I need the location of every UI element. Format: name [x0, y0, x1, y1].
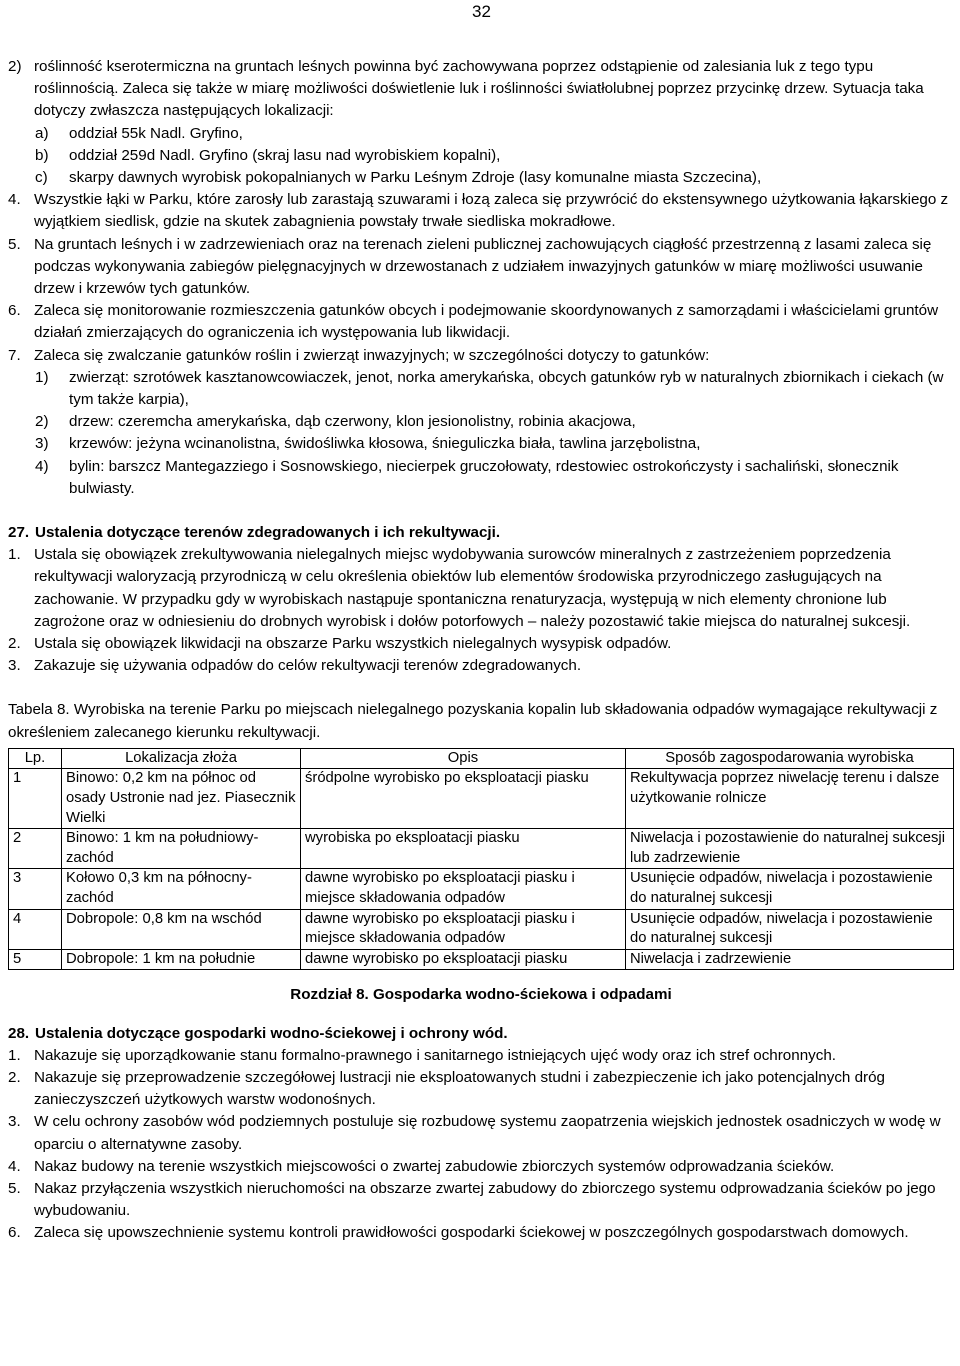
cell-sposob: Usunięcie odpadów, niwelacja i pozostawienie do naturalnej sukcesji [626, 909, 954, 949]
cell-lp: 1 [9, 769, 62, 829]
page-number: 32 [472, 2, 491, 21]
list-number: 4. [8, 1157, 21, 1175]
section-number: 28. [8, 1024, 30, 1042]
location-letter: a) [35, 124, 49, 142]
chapter-title: Rozdział 8. Gospodarka wodno-ściekowa i odpadami [290, 986, 672, 1004]
cell-lp: 4 [9, 909, 62, 949]
list-text: Zaleca się upowszechnienie systemu kontroli prawidłowości gospodarki ściekowej w poszczególnych gospodarstwach domowych. [34, 1224, 909, 1242]
list-text: Nakaz budowy na terenie wszystkich miejscowości o zwartej zabudowie zbiorczych systemów odprowadzania ścieków. [34, 1157, 835, 1175]
list-item [8, 345, 954, 367]
invasive-item [8, 433, 954, 455]
section-title: Ustalenia dotyczące gospodarki wodno-ściekowej i ochrony wód. [35, 1024, 508, 1042]
list-item [8, 633, 954, 655]
list-text: Nakazuje się przeprowadzenie szczegółowej lustracji nie eksploatowanych studni i zabezpieczenie ich jako potencjalnych dróg zanieczyszczeń użytkowych warstw wodonośnych. [34, 1069, 885, 1109]
invasive-number: 3) [35, 435, 49, 453]
section-number: 27. [8, 524, 30, 542]
list-text: Zaleca się monitorowanie rozmieszczenia gatunków obcych i podejmowanie skoordynowanych z samorządami i właścicielami gruntów działań zmierzających do ograniczenia ich występowania lub likwidacji. [34, 302, 939, 342]
list-text: roślinność kserotermiczna na gruntach leśnych powinna być zachowywana poprzez odstąpienie od zalesiania luk z tego typu roślinnością. Zaleca się także w miarę możliwości doświetlenie luk i roślinności światłolubnej poprzez przycinkę drzew. Sytuacja taka dotyczy zwłaszcza następujących lokalizacji: [34, 58, 924, 120]
cell-sposob: Rekultywacja poprzez niwelację terenu i dalsze użytkowanie rolnicze [626, 769, 954, 829]
table-row [9, 829, 954, 869]
list-item [8, 1111, 954, 1155]
cell-opis: dawne wyrobisko po eksploatacji piasku i miejsce składowania odpadów [301, 909, 626, 949]
invasive-number: 1) [35, 368, 49, 386]
section-title: Ustalenia dotyczące terenów zdegradowanych i ich rekultywacji. [35, 524, 501, 542]
cell-lokalizacja: Kołowo 0,3 km na północny-zachód [62, 869, 301, 909]
list-number: 3. [8, 657, 21, 675]
list-item [8, 1156, 954, 1178]
list-item [8, 1178, 954, 1222]
list-number: 1. [8, 546, 21, 564]
cell-opis: wyrobiska po eksploatacji piasku [301, 829, 626, 869]
list-item [8, 544, 954, 633]
list-item [8, 1067, 954, 1111]
location-item [8, 167, 954, 189]
table-row [9, 909, 954, 949]
invasive-text: bylin: barszcz Mantegazziego i Sosnowskiego, niecierpek gruczołowaty, rdestowiec ostrokończysty i sachaliński, słonecznik bulwiasty. [69, 457, 899, 497]
document-body [8, 56, 954, 1245]
table-row [9, 869, 954, 909]
table-8 [8, 748, 954, 971]
location-item [8, 123, 954, 145]
location-text: oddział 259d Nadl. Gryfino (skraj lasu nad wyrobiskiem kopalni), [69, 146, 501, 164]
list-item [8, 1045, 954, 1067]
list-item [8, 300, 954, 344]
list-number: 6. [8, 1224, 21, 1242]
list-item [8, 234, 954, 301]
cell-sposob: Niwelacja i pozostawienie do naturalnej sukcesji lub zadrzewienie [626, 829, 954, 869]
list-number: 2) [8, 58, 22, 75]
list-text: Na gruntach leśnych i w zadrzewieniach oraz na terenach zieleni publicznej zachowujących ciągłość przestrzenną z lasami zaleca się podczas wykonywania zabiegów pielęgnacyjnych w drzewostanach z udziałem inwazyjnych gatunków w miarę możliwości usuwanie drzew i krzewów tych gatunków. [34, 235, 932, 298]
location-text: oddział 55k Nadl. Gryfino, [69, 124, 243, 142]
invasive-item [8, 456, 954, 500]
list-number: 2. [8, 1069, 21, 1087]
section-27-heading [8, 522, 954, 544]
invasive-item [8, 367, 954, 411]
cell-lokalizacja: Dobropole: 1 km na południe [62, 949, 301, 970]
list-text: Zaleca się zwalczanie gatunków roślin i zwierząt inwazyjnych; w szczególności dotyczy to gatunków: [34, 346, 710, 364]
cell-lp: 5 [9, 949, 62, 970]
invasive-item [8, 411, 954, 433]
list-number: 7. [8, 346, 21, 364]
cell-sposob: Usunięcie odpadów, niwelacja i pozostawienie do naturalnej sukcesji [626, 869, 954, 909]
invasive-text: zwierząt: szrotówek kasztanowcowiaczek, jenot, norka amerykańska, obcych gatunków ryb w naturalnych zbiornikach i ciekach (w tym także karpia), [69, 368, 944, 409]
list-item [8, 655, 954, 677]
list-text: Nakazuje się uporządkowanie stanu formalno-prawnego i sanitarnego istniejących ujęć wody oraz ich stref ochronnych. [34, 1046, 836, 1064]
list-text: Ustala się obowiązek likwidacji na obszarze Parku wszystkich nielegalnych wysypisk odpadów. [34, 635, 672, 653]
header-lp: Lp. [9, 748, 62, 769]
invasive-number: 4) [35, 457, 49, 475]
invasive-number: 2) [35, 413, 49, 431]
list-text: W celu ochrony zasobów wód podziemnych postuluje się rozbudowę systemu zaopatrzenia wiejskich jednostek osadniczych w wodę w oparciu o alternatywne zasoby. [34, 1113, 941, 1153]
cell-lokalizacja: Binowo: 0,2 km na północ od osady Ustronie nad jez. Piasecznik Wielki [62, 769, 301, 829]
cell-lokalizacja: Dobropole: 0,8 km na wschód [62, 909, 301, 949]
cell-lp: 3 [9, 869, 62, 909]
location-letter: c) [35, 169, 48, 187]
cell-opis: dawne wyrobisko po eksploatacji piasku [301, 949, 626, 970]
list-number: 6. [8, 302, 21, 320]
list-number: 4. [8, 191, 21, 209]
list-number: 3. [8, 1113, 21, 1131]
header-sposob: Sposób zagospodarowania wyrobiska [626, 748, 954, 769]
header-opis: Opis [301, 748, 626, 769]
list-item [8, 189, 954, 233]
location-letter: b) [35, 146, 49, 164]
list-item [8, 1222, 954, 1244]
table-row [9, 949, 954, 970]
location-item [8, 145, 954, 167]
cell-lokalizacja: Binowo: 1 km na południowy-zachód [62, 829, 301, 869]
cell-lp: 2 [9, 829, 62, 869]
cell-sposob: Niwelacja i zadrzewienie [626, 949, 954, 970]
cell-opis: dawne wyrobisko po eksploatacji piasku i miejsce składowania odpadów [301, 869, 626, 909]
list-number: 2. [8, 635, 21, 653]
list-item [8, 56, 954, 123]
section-28-heading [8, 1023, 954, 1045]
list-number: 5. [8, 1180, 21, 1198]
list-text: Zakazuje się używania odpadów do celów rekultywacji terenów zdegradowanych. [34, 657, 582, 675]
table-row [9, 769, 954, 829]
table-header-row [9, 748, 954, 769]
table-caption: Tabela 8. Wyrobiska na terenie Parku po miejscach nielegalnego pozyskania kopalin lub składowania odpadów wymagające rekultywacji z określeniem zalecanego kierunku rekultywacji. [8, 701, 938, 741]
list-text: Ustala się obowiązek zrekultywowania nielegalnych miejsc wydobywania surowców mineralnych z zastrzeżeniem poprzedzenia rekultywacji waloryzacją przyrodniczą w celu określenia obiektów lub elementów środowiska przyrodniczego zasługujących na zachowanie. W przypadku gdy w wyrobiskach nastąpuje spontaniczna renaturyzacja, występują w nich elementy chronione lub zagrożone oraz w odniesieniu do drobnych wyrobisk i dołów potorfowych – należy pozostawić takie miejsca do naturalnej sukcesji. [34, 546, 911, 630]
invasive-text: drzew: czeremcha amerykańska, dąb czerwony, klon jesionolistny, robinia akacjowa, [69, 413, 636, 431]
invasive-text: krzewów: jeżyna wcinanolistna, świdośliwka kłosowa, śnieguliczka biała, tawlina jarzębolistna, [69, 435, 701, 453]
cell-opis: śródpolne wyrobisko po eksploatacji piasku [301, 769, 626, 829]
list-text: Nakaz przyłączenia wszystkich nieruchomości na obszarze zwartej zabudowy do zbiorczego systemu odprowadzania ścieków po jego wybudowaniu. [34, 1180, 936, 1220]
header-lokalizacja: Lokalizacja złoża [62, 748, 301, 769]
list-number: 1. [8, 1046, 21, 1064]
list-text: Wszystkie łąki w Parku, które zarosły lub zarastają szuwarami i łozą zaleca się przywrócić do ekstensywnego użytkowania łąkarskiego z wyjątkiem siedlisk, gdzie na skutek zabagnienia powstały trwałe siedliska mokradłowe. [34, 191, 949, 231]
location-text: skarpy dawnych wyrobisk pokopalnianych w Parku Leśnym Zdroje (lasy komunalne miasta Szczecina), [69, 169, 762, 187]
list-number: 5. [8, 235, 21, 253]
